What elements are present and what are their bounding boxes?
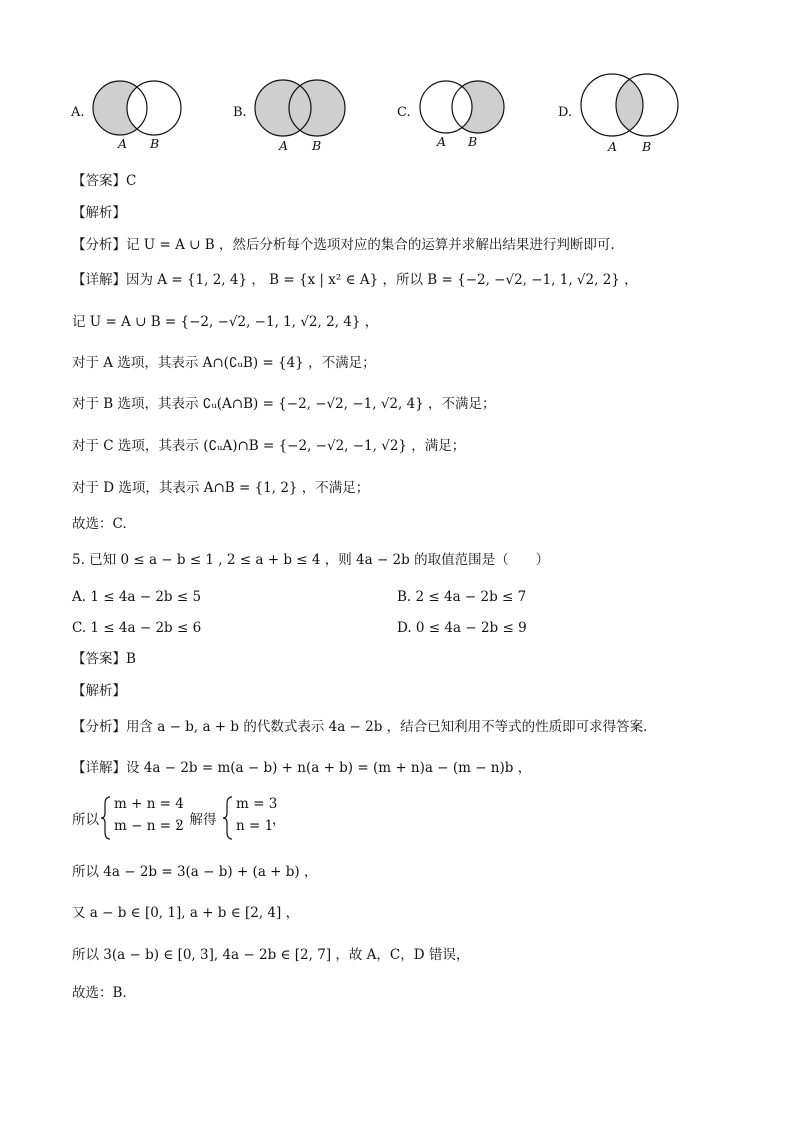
q4-answer: 【答案】C — [72, 173, 137, 189]
q5-sys1-eq2: m − n = 2 — [114, 818, 184, 834]
q5-sys-end: ， — [272, 812, 286, 828]
q4-option-d-analysis: 对于 D 选项，其表示 A∩B = {1, 2} ，不满足； — [72, 480, 370, 496]
q4-detail: 【详解】因为 A = {1, 2, 4} ， B = {x | x² ∈ A} ，所以 B = {−2, −√2, −1, 1, √2, 2} ， — [72, 272, 638, 288]
q5-option-b: B. 2 ≤ 4a − 2b ≤ 7 — [397, 589, 527, 605]
q5-sys1-eq1: m + n = 4 — [114, 796, 184, 812]
q5-stem: 5. 已知 0 ≤ a − b ≤ 1 , 2 ≤ a + b ≤ 4 ，则 4a − 2b 的取值范围是（ ） — [72, 552, 550, 568]
venn-diagram-a — [92, 80, 188, 140]
venn-c-set-a: A — [437, 134, 447, 149]
venn-diagram-c — [418, 80, 514, 140]
q5-solve-text: ，解得 — [176, 812, 217, 828]
q5-conclusion: 故选：B. — [72, 985, 127, 1001]
venn-d-set-b: B — [642, 139, 652, 154]
q5-express-line: 所以 4a − 2b = 3(a − b) + (a + b) ， — [72, 864, 318, 880]
left-brace-icon — [100, 796, 112, 840]
q5-ranges-line: 又 a − b ∈ [0, 1], a + b ∈ [2, 4] ， — [72, 905, 300, 921]
venn-c-set-b: B — [468, 134, 478, 149]
q5-result-line: 所以 3(a − b) ∈ [0, 3], 4a − 2b ∈ [2, 7] ，故 A，C，D 错误， — [72, 947, 470, 963]
venn-b-set-b: B — [312, 138, 322, 153]
q5-sys2-eq1: m = 3 — [236, 796, 278, 812]
q4-option-c-analysis: 对于 C 选项，其表示 (∁ᵤA)∩B = {−2, −√2, −1, √2} ，满足； — [72, 438, 466, 454]
venn-a-set-b: B — [150, 136, 160, 151]
venn-option-b-label: B. — [233, 105, 247, 120]
q5-detail: 【详解】设 4a − 2b = m(a − b) + n(a + b) = (m + n)a − (m − n)b ， — [72, 760, 532, 776]
venn-option-d-label: D. — [558, 105, 573, 120]
q4-analysis: 【分析】记 U = A ∪ B ，然后分析每个选项对应的集合的运算并求解出结果进行判断即可. — [72, 237, 615, 253]
q5-option-a: A. 1 ≤ 4a − 2b ≤ 5 — [72, 589, 202, 605]
q5-analysis: 【分析】用含 a − b, a + b 的代数式表示 4a − 2b ，结合已知利用不等式的性质即可求得答案. — [72, 719, 648, 735]
q5-system-line — [72, 794, 372, 842]
q4-jiexi-heading: 【解析】 — [72, 205, 126, 221]
q4-option-a-analysis: 对于 A 选项，其表示 A∩(∁ᵤB) = {4} ，不满足； — [72, 355, 376, 371]
venn-option-a-label: A. — [71, 105, 85, 120]
venn-b-set-a: A — [279, 138, 289, 153]
venn-diagram-b — [254, 80, 350, 140]
venn-diagram-d — [580, 74, 680, 140]
q5-answer: 【答案】B — [72, 651, 136, 667]
left-brace-icon — [222, 796, 234, 840]
q5-sys2-eq2: n = 1 — [236, 818, 274, 834]
q5-option-d: D. 0 ≤ 4a − 2b ≤ 9 — [397, 620, 527, 636]
q5-jiexi-heading: 【解析】 — [72, 683, 126, 699]
q5-option-c: C. 1 ≤ 4a − 2b ≤ 6 — [72, 620, 202, 636]
q4-option-b-analysis: 对于 B 选项，其表示 ∁ᵤ(A∩B) = {−2, −√2, −1, √2, 4} ，不满足； — [72, 396, 496, 412]
q5-system-prefix: 所以 — [72, 812, 99, 828]
q4-union-line: 记 U = A ∪ B = {−2, −√2, −1, 1, √2, 2, 4} ， — [72, 314, 379, 330]
venn-option-c-label: C. — [397, 105, 411, 120]
venn-d-set-a: A — [608, 139, 618, 154]
venn-a-set-a: A — [118, 136, 128, 151]
q4-conclusion: 故选：C. — [72, 516, 127, 532]
